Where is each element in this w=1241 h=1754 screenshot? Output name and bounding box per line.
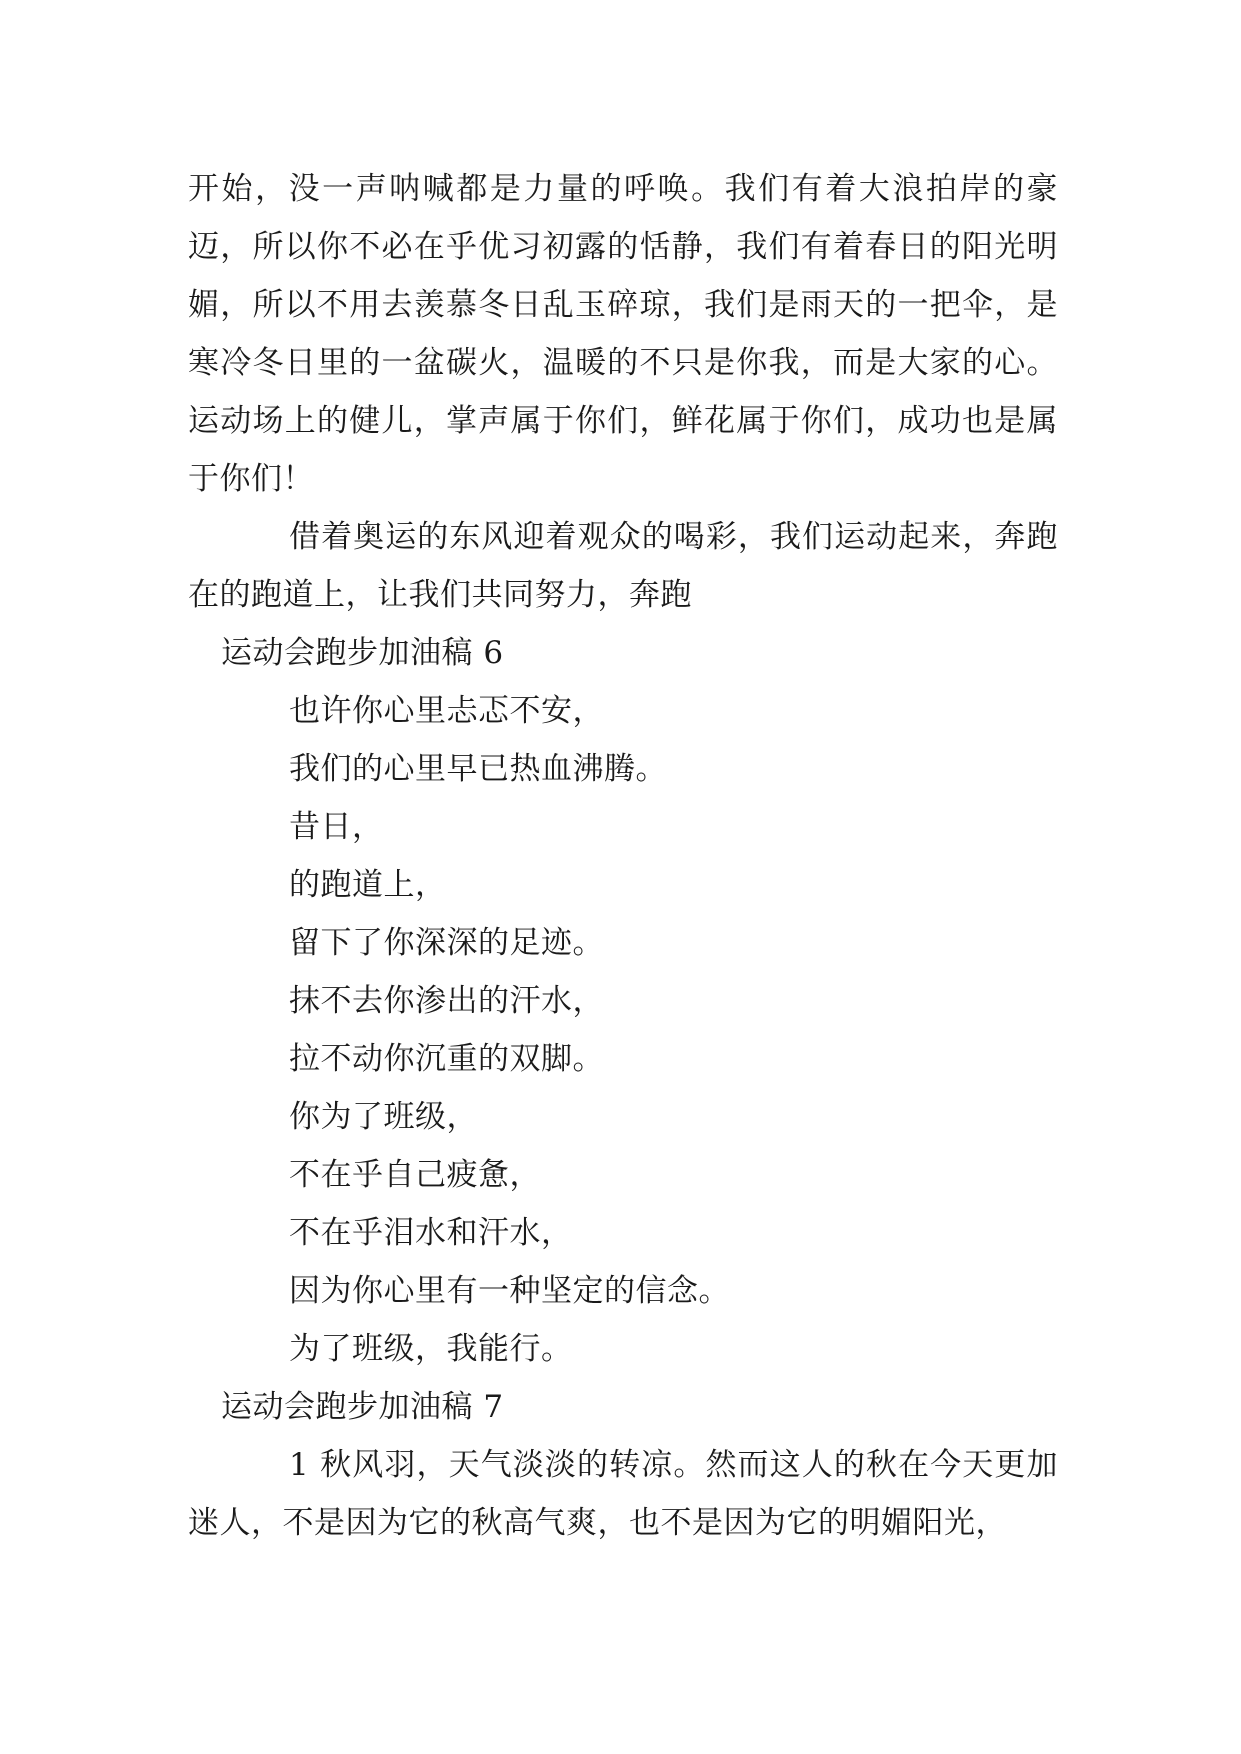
verse-line: 也许你心里忐忑不安， (289, 693, 604, 729)
document-body (188, 160, 1058, 1552)
verse-line: 的跑道上， (289, 867, 447, 903)
paragraph: 借着奥运的东风迎着观众的喝彩，我们运动起来，奔跑在的跑道上，让我们共同努力，奔跑 (188, 519, 1058, 613)
section-heading-6: 运动会跑步加油稿 6 (221, 635, 504, 671)
verse-line: 不在乎泪水和汗水， (289, 1215, 573, 1251)
paragraph-continued: 开始，没一声呐喊都是力量的呼唤。我们有着大浪拍岸的豪迈，所以你不必在乎优习初露的恬静，我们有着春日的阳光明媚，所以不用去羡慕冬日乱玉碎琼，我们是雨天的一把伞，是寒冷冬日里的一盆碳火，温暖的不只是你我，而是大家的心。运动场上的健儿，掌声属于你们，鲜花属于你们，成功也是属于你们！ (188, 171, 1058, 497)
verse-line: 我们的心里早已热血沸腾。 (289, 751, 667, 787)
verse-line: 因为你心里有一种坚定的信念。 (289, 1273, 730, 1309)
verse-line: 为了班级，我能行。 (289, 1331, 573, 1367)
verse-line: 留下了你深深的足迹。 (289, 925, 604, 961)
paragraph: 1 秋风羽，天气淡淡的转凉。然而这人的秋在今天更加迷人，不是因为它的秋高气爽，也不是因为它的明媚阳光， (188, 1447, 1058, 1541)
section-heading-7: 运动会跑步加油稿 7 (221, 1389, 504, 1425)
verse-line: 不在乎自己疲惫， (289, 1157, 541, 1193)
verse-line: 抹不去你渗出的汗水， (289, 983, 604, 1019)
verse-line: 昔日， (289, 809, 384, 845)
verse-line: 拉不动你沉重的双脚。 (289, 1041, 604, 1077)
verse-line: 你为了班级， (289, 1099, 478, 1135)
